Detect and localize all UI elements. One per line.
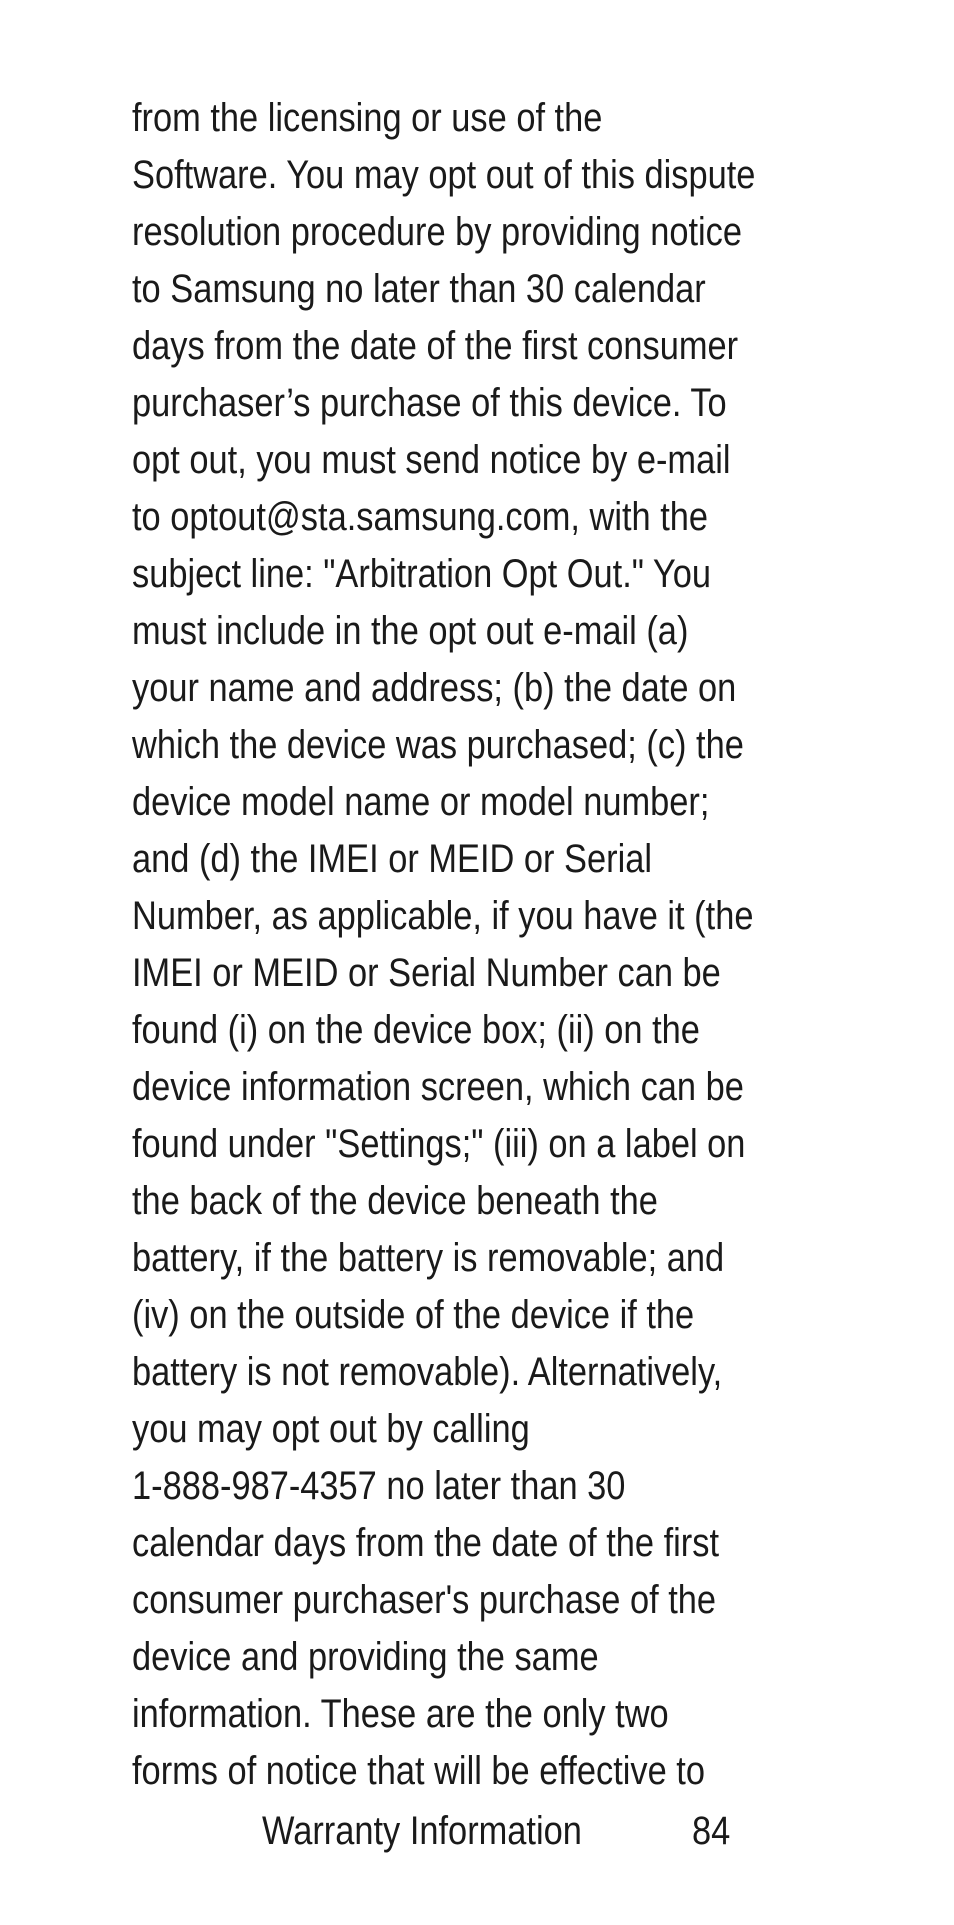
text-line: device and providing the same bbox=[132, 1635, 599, 1679]
text-line: consumer purchaser's purchase of the bbox=[132, 1578, 717, 1622]
text-line: resolution procedure by providing notice bbox=[132, 210, 743, 254]
page-number: 84 bbox=[692, 1809, 731, 1853]
text-line: which the device was purchased; (c) the bbox=[132, 723, 744, 767]
text-line: opt out, you must send notice by e-mail bbox=[132, 438, 731, 482]
text-line: your name and address; (b) the date on bbox=[132, 666, 737, 710]
text-line: forms of notice that will be effective to bbox=[132, 1749, 705, 1793]
text-line: purchaser’s purchase of this device. To bbox=[132, 381, 727, 425]
text-line: calendar days from the date of the first bbox=[132, 1521, 720, 1565]
text-line: found (i) on the device box; (ii) on the bbox=[132, 1008, 700, 1052]
text-line: Number, as applicable, if you have it (the bbox=[132, 894, 754, 938]
text-line: subject line: "Arbitration Opt Out." You bbox=[132, 552, 711, 596]
text-line: battery, if the battery is removable; and bbox=[132, 1236, 725, 1280]
text-line: days from the date of the first consumer bbox=[132, 324, 739, 368]
text-line: you may opt out by calling bbox=[132, 1407, 530, 1451]
text-line: and (d) the IMEI or MEID or Serial bbox=[132, 837, 653, 881]
text-line: IMEI or MEID or Serial Number can be bbox=[132, 951, 721, 995]
text-line: must include in the opt out e-mail (a) bbox=[132, 609, 689, 653]
text-line: device model name or model number; bbox=[132, 780, 710, 824]
text-line: (iv) on the outside of the device if the bbox=[132, 1293, 695, 1337]
text-line: to optout@sta.samsung.com, with the bbox=[132, 495, 709, 539]
page-footer bbox=[0, 1803, 954, 1859]
text-line: information. These are the only two bbox=[132, 1692, 669, 1736]
text-line: to Samsung no later than 30 calendar bbox=[132, 267, 706, 311]
text-line: 1-888-987-4357 no later than 30 bbox=[132, 1464, 626, 1508]
footer-section-title: Warranty Information bbox=[262, 1809, 582, 1853]
text-line: battery is not removable). Alternatively, bbox=[132, 1350, 723, 1394]
text-line: Software. You may opt out of this dispute bbox=[132, 153, 756, 197]
text-line: device information screen, which can be bbox=[132, 1065, 744, 1109]
text-line: from the licensing or use of the bbox=[132, 96, 603, 140]
text-line: found under "Settings;" (iii) on a label on bbox=[132, 1122, 746, 1166]
body-text bbox=[132, 90, 852, 1800]
text-line: the back of the device beneath the bbox=[132, 1179, 658, 1223]
